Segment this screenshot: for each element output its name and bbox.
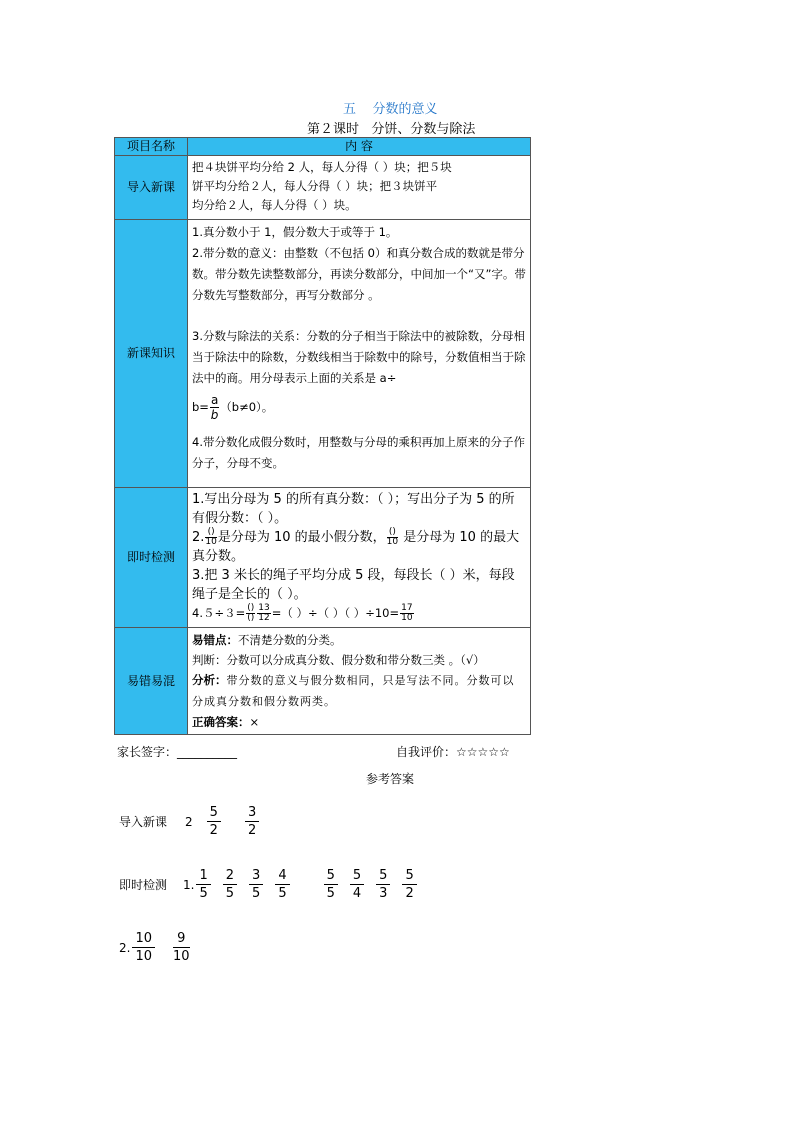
knowledge-formula	[192, 393, 526, 422]
fraction-numerator: 5	[207, 804, 221, 822]
fraction-numerator: 1	[196, 867, 210, 885]
mistake-point-text: 不清楚分数的分类。	[238, 633, 342, 647]
fraction-denominator: 10	[205, 537, 217, 547]
answer-fraction	[132, 930, 155, 965]
answer-fraction	[402, 867, 416, 902]
col-header-item: 项目名称	[115, 138, 188, 156]
answer-fraction	[324, 867, 338, 902]
formula-suffix: （b≠0）。	[220, 400, 274, 414]
knowledge-point-3: 3.分数与除法的关系：分数的分子相当于除法中的被除数，分母相当于除法中的除数，分数线相当于除数中的除号，分数值相当于除法中的商。用分母表示上面的关系是 a÷	[192, 329, 526, 385]
knowledge-point-4: 4.带分数化成假分数时，用整数与分母的乘积再加上原来的分子作分子，分母不变。	[192, 435, 525, 470]
answer-fraction	[245, 804, 259, 839]
answer-label: 正确答案：	[192, 715, 250, 729]
answer-check-prefix: 1.	[183, 877, 195, 892]
formula-prefix: b=	[192, 400, 209, 414]
row-content-knowledge	[188, 220, 531, 488]
q2-end-text: 是分母为 10 的最大真分数。	[192, 530, 520, 564]
check-question-1: 1.写出分母为 5 的所有真分数：（ ）；写出分子为 5 的所有假分数：（ ）。	[192, 492, 515, 526]
row-label-knowledge: 新课知识	[115, 220, 188, 488]
table-row-check	[115, 488, 531, 628]
fraction-denominator: 5	[326, 886, 335, 901]
fraction-denominator: 5	[199, 886, 208, 901]
mistake-answer	[192, 712, 526, 732]
analysis-text: 带分数的意义与假分数相同，只是写法不同。分数可以分成真分数和假分数两类。	[192, 674, 515, 708]
fraction-numerator: 5	[376, 867, 390, 885]
fraction-13-12	[257, 604, 270, 623]
table-row-intro	[115, 156, 531, 220]
fraction-numerator: 10	[132, 930, 155, 948]
answer-fraction	[223, 867, 237, 902]
fraction-denominator: b	[210, 408, 219, 422]
fraction-denominator: 12	[258, 613, 270, 623]
fraction-numerator: 13	[258, 603, 270, 613]
fraction-numerator: 5	[324, 867, 338, 885]
answer-check-label: 即时检测	[119, 878, 168, 892]
mistake-point	[192, 630, 526, 650]
fraction-numerator: 4	[275, 867, 289, 885]
answer-fraction	[350, 867, 364, 902]
answer-check-row	[119, 867, 417, 902]
col-header-content: 内 容	[188, 138, 531, 156]
row-label-intro: 导入新课	[115, 156, 188, 220]
fraction-denominator: 5	[225, 886, 235, 901]
fraction-numerator: ()	[387, 528, 398, 538]
row-label-mistakes: 易错易混	[115, 628, 188, 735]
fraction-numerator: 17	[401, 603, 413, 613]
fraction-numerator: 9	[173, 930, 190, 948]
mistake-judge: 判断：分数可以分成真分数、假分数和带分数三类 。（√）	[192, 653, 485, 667]
fraction-numerator: 5	[402, 867, 416, 885]
fraction-a-over-b	[210, 393, 219, 422]
fraction-numerator: a	[210, 393, 219, 407]
q2-prefix: 2.	[192, 530, 205, 545]
answers-title: 参考答案	[366, 772, 415, 786]
fraction-numerator: 3	[249, 867, 263, 885]
fraction-numerator: ()	[247, 603, 255, 613]
intro-line: 均分给２人，每人分得（ ）块。	[192, 198, 357, 212]
fraction-denominator: ()	[247, 613, 255, 623]
fraction-numerator: ()	[205, 528, 216, 538]
knowledge-point-1: 1.真分数小于 1，假分数大于或等于 1。	[192, 225, 398, 239]
answer-fraction	[207, 804, 221, 839]
fraction-denominator: 10	[135, 949, 152, 964]
analysis-label: 分析：	[192, 673, 227, 687]
mistake-point-label: 易错点：	[192, 633, 238, 647]
fraction-denominator: 10	[401, 613, 413, 623]
table-header-row	[115, 138, 531, 156]
table-row-mistakes	[115, 628, 531, 735]
fraction-numerator: 2	[223, 867, 237, 885]
lesson-title: 第２课时 分饼、分数与除法	[307, 122, 476, 137]
answer-fraction	[376, 867, 390, 902]
fraction-denominator: 5	[252, 886, 261, 901]
answer-q2-prefix: 2.	[119, 940, 131, 955]
answer-text: ×	[249, 715, 260, 729]
q2-middle-text: 是分母为 10 的最小假分数，	[217, 530, 386, 545]
fraction-numerator: 3	[245, 804, 259, 822]
lesson-table	[114, 137, 531, 735]
unit-title: 五 分数的意义	[343, 102, 438, 117]
fraction-blank	[246, 604, 255, 623]
intro-line: 把４块饼平均分给 2 人，每人分得（ ）块；把５块	[192, 160, 452, 174]
fraction-denominator: 5	[278, 886, 287, 901]
row-label-check: 即时检测	[115, 488, 188, 628]
row-content-check	[188, 488, 531, 628]
fraction-blank-over-10	[387, 528, 398, 547]
answer-intro-label: 导入新课	[119, 815, 168, 829]
fraction-denominator: 10	[386, 537, 399, 547]
fraction-denominator: 10	[173, 949, 190, 964]
fraction-denominator: 2	[247, 823, 257, 838]
row-content-intro	[188, 156, 531, 220]
q4-prefix: 4.５÷３=	[192, 606, 246, 620]
fraction-denominator: 3	[379, 886, 388, 901]
fraction-denominator: 4	[352, 886, 362, 901]
fraction-numerator: 5	[350, 867, 364, 885]
fraction-denominator: 2	[209, 823, 218, 838]
parent-signature: 家长签字：__________	[117, 745, 238, 759]
check-question-4	[192, 604, 526, 623]
answer-intro-first: 2	[185, 814, 193, 829]
answer-fraction	[275, 867, 289, 902]
self-evaluation: 自我评价：☆☆☆☆☆	[396, 745, 510, 759]
fraction-denominator: 2	[405, 886, 414, 901]
row-content-mistakes	[188, 628, 531, 735]
table-row-knowledge	[115, 220, 531, 488]
q4-middle-text: =（ ）÷（ ）（ ）÷10=	[271, 606, 400, 620]
check-question-2	[192, 528, 526, 566]
mistake-analysis	[192, 670, 526, 712]
answer-intro-row	[119, 804, 259, 839]
fraction-17-10	[400, 604, 413, 623]
answer-fraction	[196, 867, 210, 902]
answer-fraction	[249, 867, 263, 902]
intro-line: 饼平均分给２人，每人分得（ ）块；把３块饼平	[192, 179, 438, 193]
knowledge-point-2: 2.带分数的意义：由整数（不包括 0）和真分数合成的数就是带分数。带分数先读整数部分，再读分数部分，中间加一个“又”字。带分数先写整数部分，再写分数部分 。	[192, 246, 526, 302]
answer-q2-row	[119, 930, 190, 965]
check-question-3: 3.把 3 米长的绳子平均分成 5 段，每段长（ ）米，每段绳子是全长的（ ）。	[192, 568, 515, 602]
answer-fraction	[173, 930, 190, 965]
fraction-blank-over-10	[205, 528, 216, 547]
